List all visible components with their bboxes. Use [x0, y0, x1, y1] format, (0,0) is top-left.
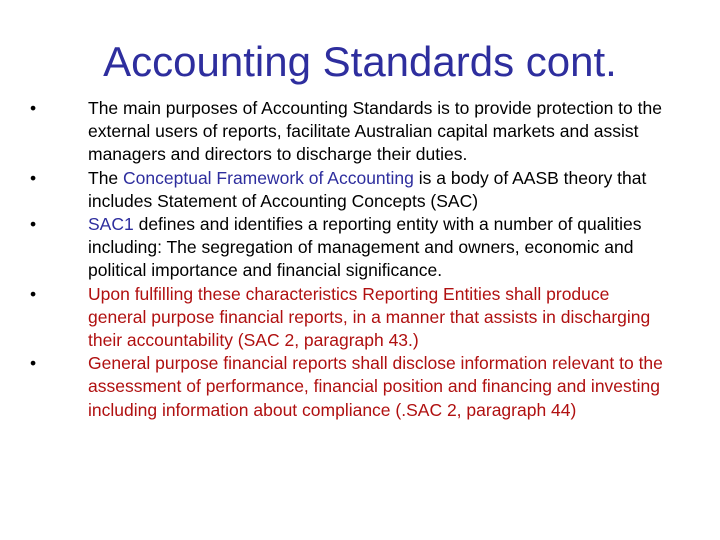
bullet-text-suffix: defines and identifies a reporting entity with a number of qualities including: The segregation of management and owners, economic and political importance and financial significance.: [88, 214, 642, 281]
bullet-item-purposes: [30, 97, 670, 167]
bullet-icon: [30, 167, 88, 190]
sac1-term: SAC1: [88, 214, 134, 235]
bullet-text: Upon fulfilling these characteristics Reporting Entities shall produce general purpose financial reports, in a manner that assists in discharging their accountability (SAC 2, paragraph 43.): [88, 283, 651, 351]
bullet-text: The main purposes of Accounting Standards is to provide protection to the external users of reports, facilitate Australian capital markets and assist managers and directors to discharge their duties.: [88, 98, 662, 165]
bullet-item-general-purpose-reports: [30, 352, 670, 422]
bullet-icon: [30, 352, 88, 375]
bullet-item-reporting-entities: [30, 283, 670, 353]
bullet-icon: [30, 213, 88, 236]
bullet-text-suffix: is a body of AASB theory that includes Statement of Accounting Concepts (SAC): [88, 167, 647, 211]
bullet-text-prefix: The: [88, 167, 124, 188]
bullet-icon: [30, 97, 88, 120]
bullet-item-conceptual-framework: [30, 167, 670, 213]
bullet-icon: [30, 283, 88, 306]
slide-title: Accounting Standards cont.: [103, 38, 617, 85]
bullet-item-sac1: [30, 213, 670, 283]
bullet-list: [30, 97, 670, 422]
bullet-text: General purpose financial reports shall disclose information relevant to the assessment of performance, financial position and financing and investing including information about compliance (.SAC 2, paragraph 44): [88, 353, 663, 420]
conceptual-framework-term: Conceptual Framework of Accounting: [123, 167, 414, 188]
